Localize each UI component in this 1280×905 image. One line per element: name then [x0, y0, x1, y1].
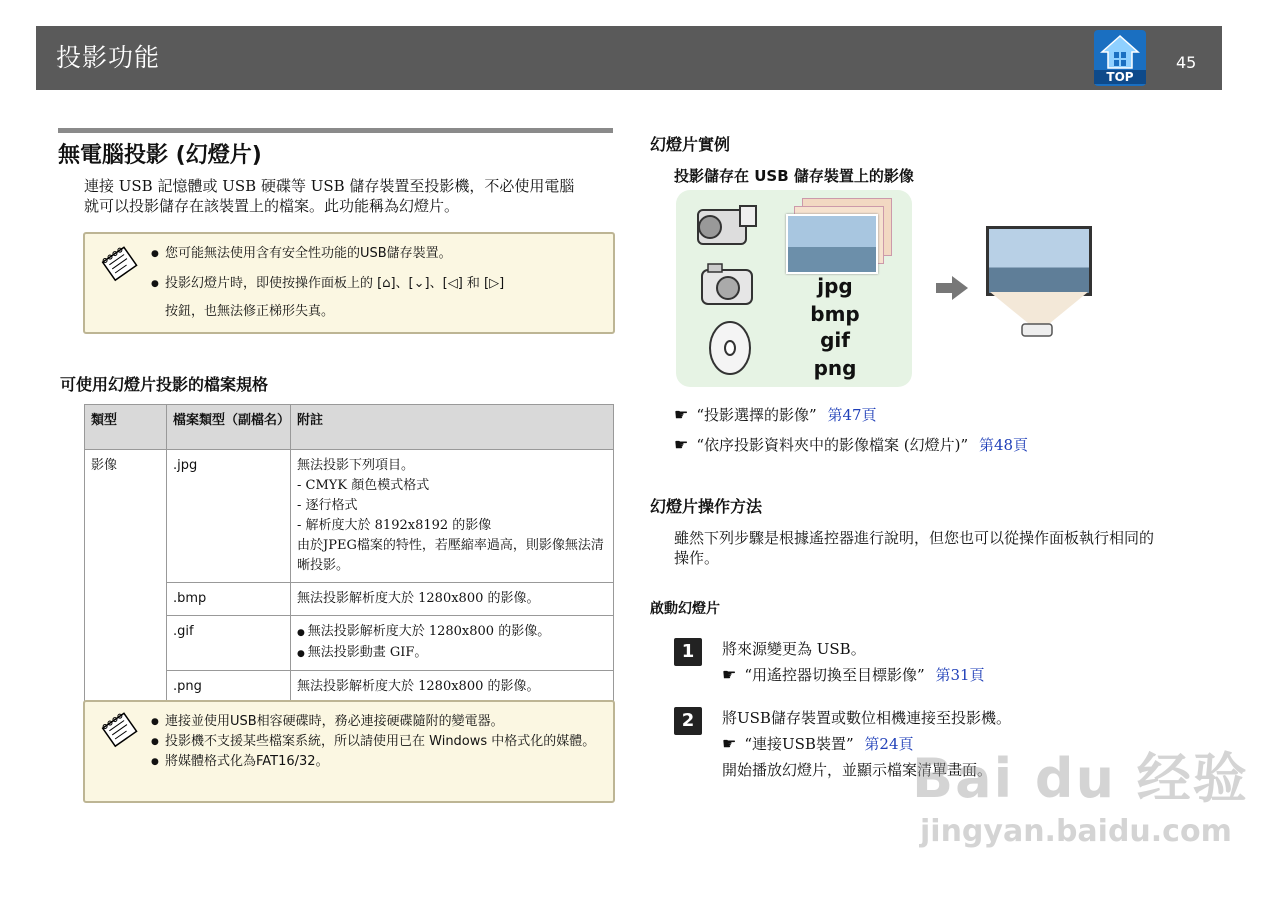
note-cell	[291, 450, 614, 583]
note-cell	[291, 616, 614, 671]
top-button[interactable]	[1094, 30, 1146, 86]
ref-1-text: “投影選擇的影像”	[696, 406, 817, 424]
format-png: png	[813, 356, 857, 380]
jpg-note-5: 由於JPEG檔案的特性，若壓縮率過高，則影像無法清晰投影。	[297, 538, 604, 573]
jpg-note-2: - CMYK 顏色模式格式	[297, 478, 430, 493]
camcorder-icon	[690, 196, 760, 256]
page-number: 45	[1176, 53, 1197, 72]
note-box-2	[83, 700, 615, 803]
storage-illustration	[676, 190, 912, 387]
file-spec-table	[84, 404, 614, 704]
operation-desc	[674, 528, 1214, 568]
note2-item-1: ● 連接並使用USB相容硬碟時，務必連接硬碟隨附的變電器。	[151, 712, 603, 732]
ref-1-link[interactable]: 第47頁	[827, 406, 877, 424]
table-row	[85, 450, 614, 583]
home-icon	[1094, 32, 1146, 72]
pointing-hand-icon: ☛	[674, 405, 689, 424]
ref-2-text: “依序投影資料夾中的影像檔案 (幻燈片)”	[696, 436, 969, 454]
example-ref-2	[674, 434, 1028, 455]
memo-icon	[99, 710, 143, 750]
note2-item-2: ● 投影機不支援某些檔案系統，所以請使用已在 Windows 中格式化的媒體。	[151, 732, 603, 752]
step-1-ref-text: “用遙控器切換至目標影像”	[744, 666, 925, 684]
keystone-right-icon: ▷	[489, 276, 500, 291]
ref-2-link[interactable]: 第48頁	[978, 436, 1029, 454]
note1-item-1: ● 您可能無法使用含有安全性功能的USB儲存裝置。	[151, 244, 603, 264]
note1-item-2-line2: 按鈕，也無法修正梯形失真。	[165, 304, 335, 319]
operation-desc-line-1: 雖然下列步驟是根據遙控器進行說明，但您也可以從操作面板執行相同的	[674, 529, 1155, 547]
start-slideshow-title: 啟動幻燈片	[650, 601, 720, 617]
step-2-after: 開始播放幻燈片，並顯示檔案清單畫面。	[722, 761, 993, 779]
step-2-text: 將USB儲存裝置或數位相機連接至投影機。	[722, 709, 1011, 727]
page-header	[36, 26, 1222, 90]
projector-icon	[986, 292, 1092, 342]
intro-line-2: 就可以投影儲存在該裝置上的檔案。此功能稱為幻燈片。	[84, 197, 460, 215]
table-header-row	[85, 405, 614, 450]
step-2-ref-text: “連接USB裝置”	[744, 735, 854, 753]
keystone-down-icon: ⌄	[413, 276, 425, 291]
example-ref-1	[674, 404, 877, 425]
intro-line-1: 連接 USB 記憶體或 USB 硬碟等 USB 儲存裝置至投影機，不必使用電腦	[84, 177, 575, 195]
ext-cell: .gif	[167, 616, 291, 671]
note1-item-2-text: 投影幻燈片時，即使按操作面板上的 [	[165, 276, 383, 291]
example-title: 幻燈片實例	[650, 135, 731, 154]
step-1-ref	[722, 664, 985, 685]
ext-cell: .jpg	[167, 450, 291, 583]
jpg-note-3: - 逐行格式	[297, 498, 358, 513]
pointing-hand-icon: ☛	[674, 435, 689, 454]
header-title: 投影功能	[56, 43, 161, 72]
jpg-note-4: - 解析度大於 8192x8192 的影像	[297, 518, 492, 533]
pointing-hand-icon: ☛	[722, 665, 737, 684]
section-divider	[58, 128, 613, 133]
step-2-ref	[722, 733, 914, 754]
example-subtitle: 投影儲存在 USB 儲存裝置上的影像	[674, 167, 914, 185]
keystone-left-icon: ◁	[447, 276, 458, 291]
step-1-number: 1	[674, 638, 702, 666]
note2-item-3: ● 將媒體格式化為FAT16/32。	[151, 752, 603, 772]
keystone-up-icon: ⌂	[382, 276, 391, 291]
gif-note-1	[297, 622, 607, 643]
intro-paragraph	[84, 176, 614, 216]
arrow-right-icon	[934, 276, 970, 300]
step-2-link[interactable]: 第24頁	[864, 735, 914, 753]
memo-icon	[99, 244, 143, 284]
format-gif: gif	[820, 328, 850, 352]
type-cell: 影像	[85, 450, 167, 704]
pointing-hand-icon: ☛	[722, 734, 737, 753]
top-label: TOP	[1094, 70, 1146, 84]
gif-note-2	[297, 643, 607, 664]
note1-sep-2: ]、[	[424, 276, 448, 291]
gif-note-1-text: 無法投影解析度大於 1280x800 的影像。	[307, 624, 551, 639]
step-1-text: 將來源變更為 USB。	[722, 640, 866, 658]
section-title: 無電腦投影 (幻燈片)	[58, 143, 262, 168]
camera-icon	[698, 260, 758, 310]
table-header: 類型	[85, 405, 167, 450]
step-1-link[interactable]: 第31頁	[935, 666, 985, 684]
note1-and: ] 和 [	[457, 276, 490, 291]
operation-desc-line-2: 操作。	[674, 549, 720, 567]
table-header: 檔案類型（副檔名）	[167, 405, 291, 450]
note1-sep-1: ]、[	[390, 276, 414, 291]
note-cell: 無法投影解析度大於 1280x800 的影像。	[291, 671, 614, 704]
watermark-logo: Bai du 经验	[912, 747, 1249, 810]
table-header: 附註	[291, 405, 614, 450]
gif-note-2-text: 無法投影動畫 GIF。	[307, 645, 428, 660]
projection-screen	[986, 226, 1092, 296]
step-2-number: 2	[674, 707, 702, 735]
format-bmp: bmp	[810, 302, 860, 326]
specs-title: 可使用幻燈片投影的檔案規格	[60, 375, 269, 394]
note-box-1	[83, 232, 615, 334]
note1-end: ]	[499, 276, 505, 291]
watermark-url: jingyan.baidu.com	[920, 814, 1232, 849]
ext-cell: .bmp	[167, 583, 291, 616]
photo-thumbnail	[786, 214, 878, 274]
ext-cell: .png	[167, 671, 291, 704]
format-jpg: jpg	[817, 274, 853, 298]
operation-title: 幻燈片操作方法	[650, 497, 763, 516]
note1-item-2	[151, 274, 603, 322]
note-cell: 無法投影解析度大於 1280x800 的影像。	[291, 583, 614, 616]
disc-icon	[706, 318, 756, 378]
jpg-note-1: 無法投影下列項目。	[297, 458, 415, 473]
